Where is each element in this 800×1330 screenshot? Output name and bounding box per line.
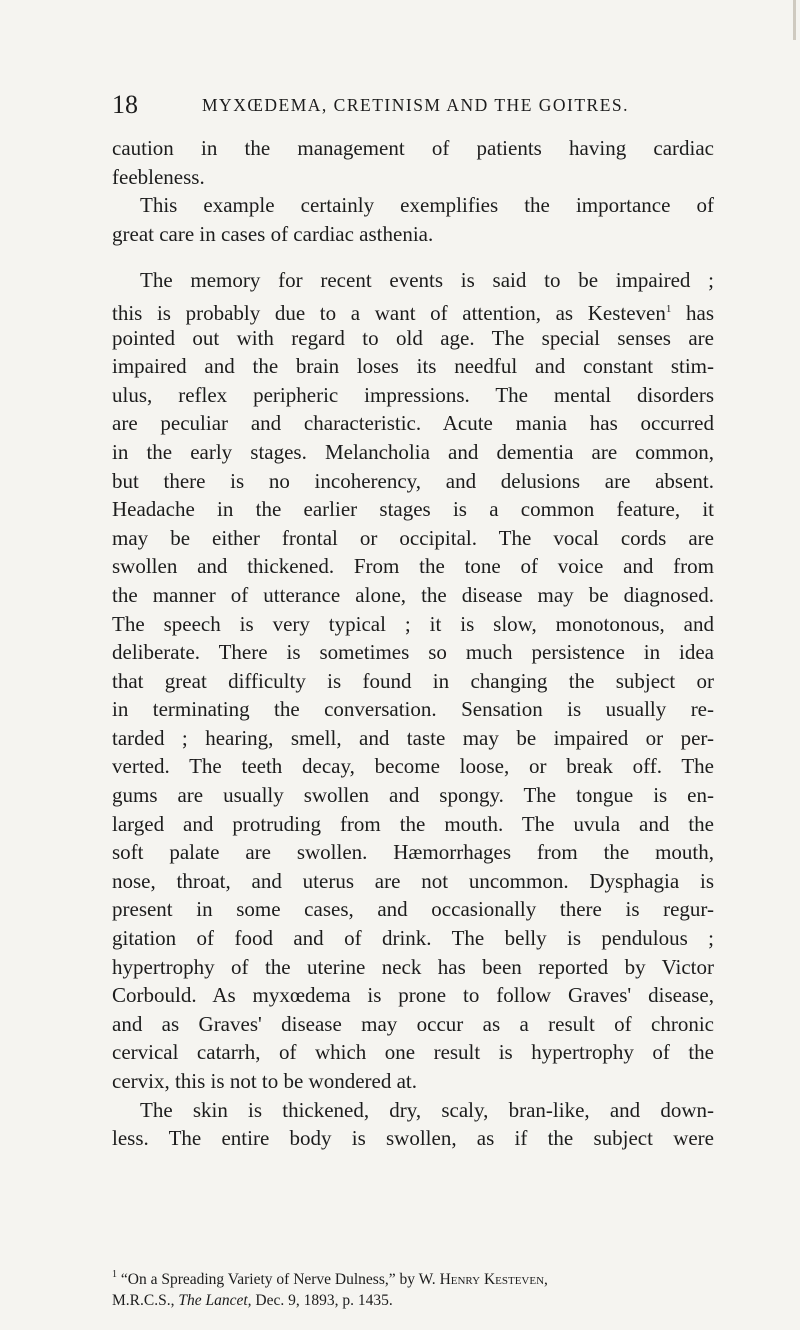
text-line: larged and protruding from the mouth. The uvula and the — [112, 811, 714, 836]
footnote-reference: 1 — [665, 302, 672, 315]
text-line: in the early stages. Melancholia and dementia are common, — [112, 439, 714, 464]
text-line: are peculiar and characteristic. Acute mania has occurred — [112, 411, 714, 436]
body-text — [112, 134, 714, 1153]
page-header — [112, 90, 712, 120]
text-line: The skin is thickened, dry, scaly, bran-like, and down- — [140, 1097, 714, 1122]
footnote-line-1 — [112, 1265, 714, 1290]
text-line: swollen and thickened. From the tone of voice and from — [112, 554, 714, 579]
footnote-journal: The Lancet, — [178, 1292, 252, 1310]
text-line: caution in the management of patients having cardiac — [112, 136, 714, 160]
text-line: great care in cases of cardiac asthenia. — [112, 221, 434, 246]
text-line: in terminating the conversation. Sensation is usually re- — [112, 697, 714, 722]
text-line: gums are usually swollen and spongy. The tongue is en- — [112, 783, 714, 808]
text-line: and as Graves' disease may occur as a result of chronic — [112, 1011, 714, 1036]
text-line: less. The entire body is swollen, as if the subject were — [112, 1126, 714, 1151]
text-line: nose, throat, and uterus are not uncommon. Dysphagia is — [112, 868, 714, 893]
text-line: impaired and the brain loses its needful and constant stim- — [112, 354, 714, 379]
paragraph-gap — [112, 248, 714, 266]
text-line: the manner of utterance alone, the disease may be diagnosed. — [112, 582, 714, 607]
text-line: deliberate. There is sometimes so much persistence in idea — [112, 640, 714, 665]
text-line: verted. The teeth decay, become loose, or break off. The — [112, 754, 714, 779]
text-line: ulus, reflex peripheric impressions. The mental disorders — [112, 382, 714, 407]
footnote — [112, 1265, 714, 1311]
text-line: Corbould. As myxœdema is prone to follow Graves' disease, — [112, 983, 714, 1008]
text-line: that great difficulty is found in changing the subject or — [112, 668, 714, 693]
text-line: hypertrophy of the uterine neck has been reported by Victor — [112, 954, 714, 979]
footnote-marker: 1 — [112, 1269, 117, 1280]
text-line: soft palate are swollen. Hæmorrhages from the mouth, — [112, 840, 714, 865]
text-line: tarded ; hearing, smell, and taste may be impaired or per- — [112, 725, 714, 750]
text-line: Headache in the earlier stages is a common feature, it — [112, 497, 714, 522]
text-segment: this is probably due to a want of attention, as Kesteven — [112, 300, 666, 325]
footnote-citation: Dec. 9, 1893, p. 1435. — [255, 1292, 393, 1310]
text-line: This example certainly exemplifies the importance of — [140, 193, 714, 218]
text-line: gitation of food and of drink. The belly is pendulous ; — [112, 926, 714, 951]
text-line: The memory for recent events is said to be impaired ; — [140, 268, 714, 293]
text-line: but there is no incoherency, and delusions are absent. — [112, 468, 714, 493]
footnote-title: “On a Spreading Variety of Nerve Dulness,” by W. — [120, 1271, 436, 1289]
text-line: feebleness. — [112, 164, 205, 189]
text-line-with-footnote: this is probably due to a want of attention, as Kesteven$^1$ has — [112, 300, 714, 325]
page-number: 18 — [112, 90, 138, 119]
text-line: cervix, this is not to be wondered at. — [112, 1069, 418, 1093]
text-line: The speech is very typical ; it is slow, monotonous, and — [112, 611, 714, 636]
page-edge-mark — [793, 0, 796, 40]
running-head: MYXŒDEMA, CRETINISM AND THE GOITRES. — [202, 95, 630, 115]
text-line: may be either frontal or occipital. The vocal cords are — [112, 525, 714, 550]
footnote-credentials: M.R.C.S., — [112, 1292, 175, 1310]
text-line: cervical catarrh, of which one result is hypertrophy of the — [112, 1040, 714, 1065]
text-line: present in some cases, and occasionally there is regur- — [112, 897, 714, 922]
footnote-line-2 — [112, 1290, 714, 1311]
footnote-author: Henry Kesteven, — [439, 1271, 548, 1289]
text-line: pointed out with regard to old age. The special senses are — [112, 325, 714, 350]
